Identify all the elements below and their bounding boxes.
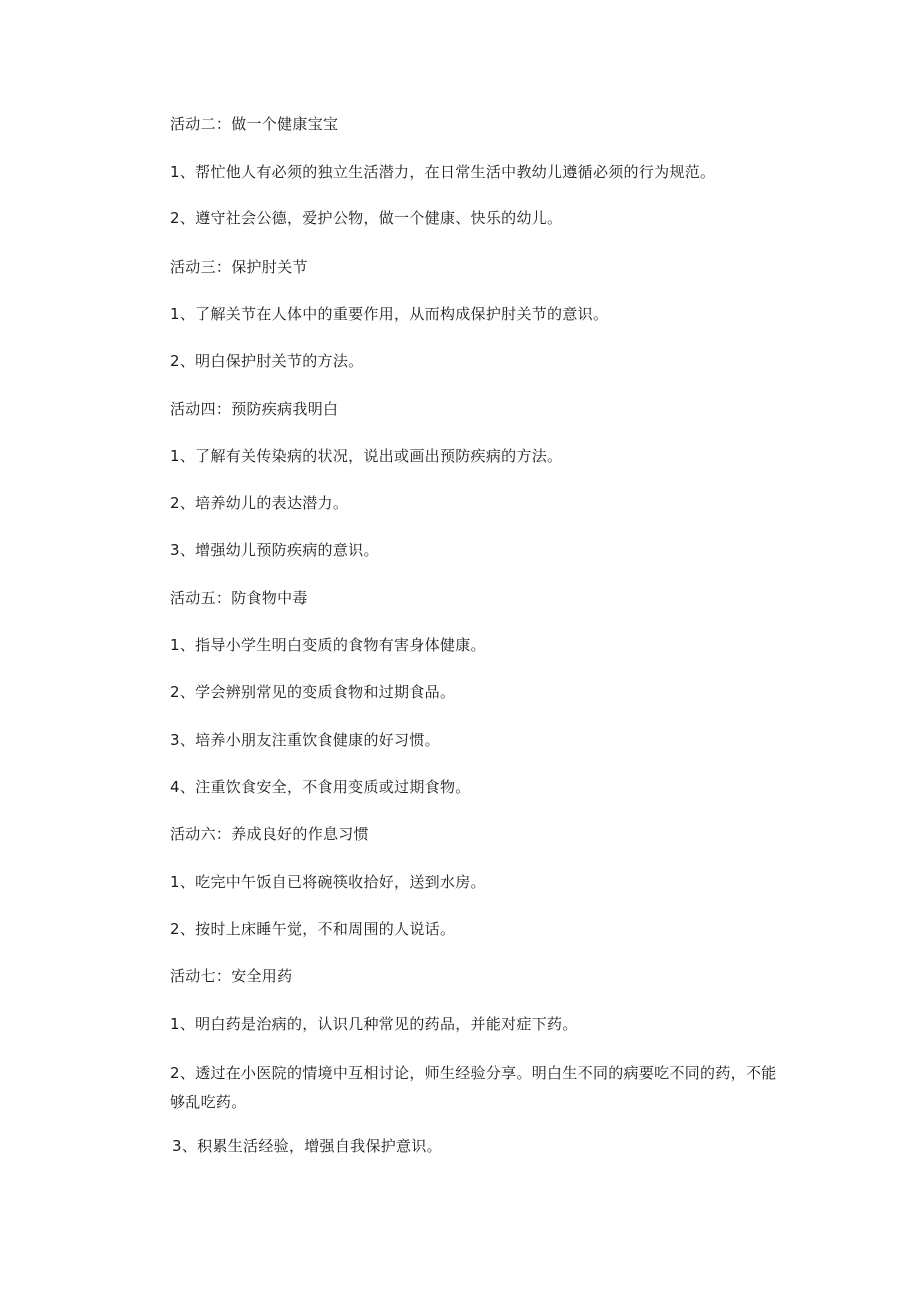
paragraph: 2、遵守社会公德，爱护公物，做一个健康、快乐的幼儿。 xyxy=(170,209,563,227)
section-heading-activity-7: 活动七：安全用药 xyxy=(170,967,293,985)
paragraph: 1、了解关节在人体中的重要作用，从而构成保护肘关节的意识。 xyxy=(170,305,609,323)
paragraph: 1、吃完中午饭自已将碗筷收拾好，送到水房。 xyxy=(170,873,486,891)
section-heading-activity-6: 活动六：养成良好的作息习惯 xyxy=(170,825,369,843)
paragraph-wrapped: 2、透过在小医院的情境中互相讨论，师生经验分享。明白生不同的病要吃不同的药，不能够乱吃药。 xyxy=(170,1064,777,1111)
paragraph: 1、帮忙他人有必须的独立生活潜力，在日常生活中教幼儿遵循必须的行为规范。 xyxy=(170,163,716,181)
paragraph: 1、了解有关传染病的状况，说出或画出预防疾病的方法。 xyxy=(170,447,563,465)
paragraph: 4、注重饮食安全，不食用变质或过期食物。 xyxy=(170,778,471,796)
paragraph: 2、明白保护肘关节的方法。 xyxy=(170,352,364,370)
paragraph: 1、明白药是治病的，认识几种常见的药品，并能对症下药。 xyxy=(170,1015,578,1033)
section-heading-activity-3: 活动三：保护肘关节 xyxy=(170,258,308,276)
paragraph: 3、增强幼儿预防疾病的意识。 xyxy=(170,541,379,559)
paragraph: 3、积累生活经验，增强自我保护意识。 xyxy=(172,1137,442,1155)
section-heading-activity-5: 活动五：防食物中毒 xyxy=(170,589,308,607)
paragraph: 2、培养幼儿的表达潜力。 xyxy=(170,494,349,512)
paragraph: 2、学会辨别常见的变质食物和过期食品。 xyxy=(170,683,456,701)
paragraph: 1、指导小学生明白变质的食物有害身体健康。 xyxy=(170,636,486,654)
paragraph: 3、培养小朋友注重饮食健康的好习惯。 xyxy=(170,731,440,749)
section-heading-activity-2: 活动二：做一个健康宝宝 xyxy=(170,115,339,133)
section-heading-activity-4: 活动四：预防疾病我明白 xyxy=(170,400,339,418)
paragraph: 2、按时上床睡午觉，不和周围的人说话。 xyxy=(170,920,456,938)
